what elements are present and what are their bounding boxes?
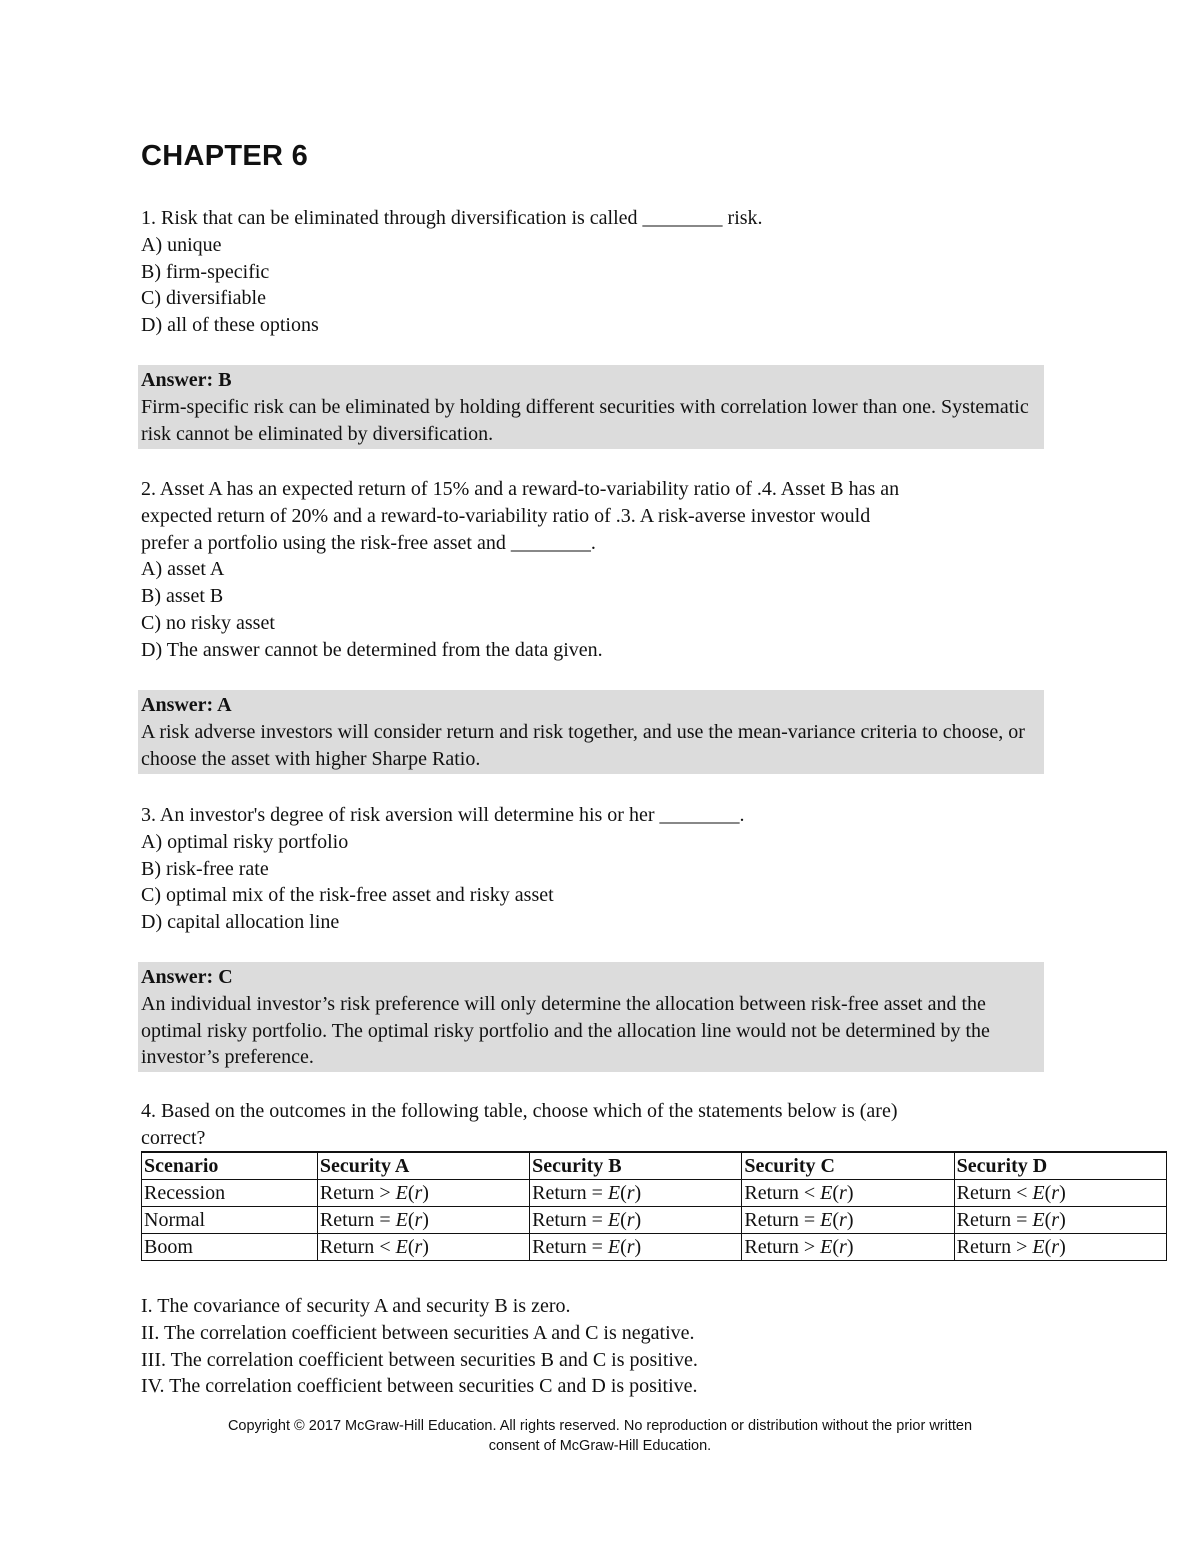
question-2 [141,476,899,664]
relation-operator: = [591,1209,603,1231]
option: D) capital allocation line [141,911,340,934]
return-cell [742,1234,954,1261]
table-body [142,1180,1167,1261]
column-header: Scenario [142,1152,318,1180]
expected-symbol: E [1032,1182,1045,1204]
relation-operator: = [379,1209,391,1231]
return-word: Return [744,1209,799,1231]
return-relation [744,1182,853,1204]
scenario-cell: Normal [142,1207,318,1234]
relation-operator: > [803,1236,816,1258]
return-relation [532,1236,641,1258]
return-word: Return [744,1182,799,1204]
question-stem-line: 2. Asset A has an expected return of 15% and a reward-to-variability ratio of .4. Asset B has an [141,478,900,500]
paren: ) [422,1209,429,1231]
expected-symbol: E [1032,1209,1045,1231]
return-symbol: r [839,1236,847,1258]
return-symbol: r [839,1209,847,1231]
return-relation [532,1209,641,1231]
return-cell [317,1180,529,1207]
statement: III. The correlation coefficient between securities B and C is positive. [141,1348,698,1371]
option: A) asset A [141,558,225,581]
answer-box-1 [138,365,1044,449]
return-cell [317,1207,529,1234]
expected-symbol: E [607,1182,621,1204]
return-symbol: r [626,1182,635,1204]
column-header: Security C [742,1152,954,1180]
return-relation [744,1236,853,1258]
paren: ) [1059,1209,1066,1231]
relation-operator: = [803,1209,816,1231]
paren: ) [1059,1236,1066,1258]
return-relation [744,1209,853,1231]
expected-symbol: E [395,1182,408,1204]
answer-label: Answer: B [141,369,232,391]
question-3 [141,802,744,936]
return-word: Return [319,1236,375,1258]
return-cell [530,1234,742,1261]
chapter-title: CHAPTER 6 [141,140,309,172]
statement: IV. The correlation coefficient between securities C and D is positive. [141,1375,698,1398]
return-cell [530,1180,742,1207]
return-word: Return [744,1236,799,1258]
return-relation [957,1236,1066,1258]
question-stem-line: correct? [141,1126,206,1149]
option: D) all of these options [141,314,319,337]
return-symbol: r [414,1236,423,1258]
paren: ( [832,1209,840,1231]
answer-explanation: An individual investor’s risk preference will only determine the allocation between risk-free asset and the optimal risky portfolio. The optimal risky portfolio and the allocation line would not be determined by the investor’s preference. [141,992,990,1069]
return-word: Return [319,1182,375,1204]
table-row [142,1180,1167,1207]
option: C) no risky asset [141,611,275,634]
expected-symbol: E [607,1209,621,1231]
expected-symbol: E [820,1236,833,1258]
statements-list [141,1293,698,1400]
paren: ) [846,1209,854,1231]
expected-symbol: E [395,1209,408,1231]
table-header-row [142,1152,1167,1180]
scenario-cell: Boom [142,1234,318,1261]
option: A) unique [141,233,222,256]
expected-symbol: E [395,1236,408,1258]
answer-box-3 [138,962,1044,1072]
option: C) diversifiable [141,287,266,310]
copyright-line: consent of McGraw-Hill Education. [488,1438,712,1454]
paren: ( [832,1182,840,1204]
copyright-line: Copyright © 2017 McGraw-Hill Education. All rights reserved. No reproduction or distribution without the prior written [227,1418,973,1434]
column-header: Security B [530,1152,742,1180]
expected-symbol: E [607,1236,621,1258]
paren: ( [620,1236,627,1258]
return-relation [532,1182,641,1204]
expected-symbol: E [820,1209,833,1231]
question-stem-line: prefer a portfolio using the risk-free asset and ________. [141,531,596,554]
paren: ) [846,1182,854,1204]
scenario-cell: Recession [142,1180,318,1207]
column-header: Security D [954,1152,1166,1180]
question-4 [141,1098,897,1152]
relation-operator: < [1016,1182,1028,1204]
statement: II. The correlation coefficient between securities A and C is negative. [141,1321,695,1344]
return-symbol: r [414,1209,423,1231]
return-symbol: r [414,1182,423,1204]
copyright-footer [0,1416,1200,1456]
relation-operator: > [1016,1236,1028,1258]
option: B) firm-specific [141,260,270,283]
relation-operator: = [1016,1209,1028,1231]
return-cell [954,1207,1166,1234]
answer-label: Answer: C [141,966,233,988]
answer-label: Answer: A [141,694,232,716]
option: B) risk-free rate [141,857,269,880]
return-word: Return [956,1182,1012,1204]
relation-operator: < [379,1236,391,1258]
paren: ( [1044,1236,1052,1258]
paren: ) [846,1236,854,1258]
question-1 [141,205,763,339]
paren: ( [1044,1209,1052,1231]
return-cell [317,1234,529,1261]
paren: ) [634,1236,642,1258]
paren: ( [832,1236,840,1258]
relation-operator: = [591,1236,603,1258]
paren: ( [407,1236,415,1258]
paren: ( [1044,1182,1052,1204]
table-row [142,1234,1167,1261]
return-cell [530,1207,742,1234]
return-cell [742,1180,954,1207]
relation-operator: > [379,1182,391,1204]
option: D) The answer cannot be determined from the data given. [141,638,603,661]
paren: ) [422,1236,429,1258]
return-symbol: r [1051,1182,1060,1204]
return-cell [954,1234,1166,1261]
relation-operator: = [591,1182,603,1204]
expected-symbol: E [1032,1236,1045,1258]
question-stem-line: expected return of 20% and a reward-to-variability ratio of .3. A risk-averse investor would [141,504,871,527]
return-symbol: r [1051,1236,1060,1258]
return-symbol: r [839,1182,847,1204]
question-stem: 1. Risk that can be eliminated through diversification is called ________ risk. [141,207,763,229]
return-symbol: r [1051,1209,1060,1231]
outcomes-table [141,1151,1167,1261]
statement: I. The covariance of security A and security B is zero. [141,1295,571,1317]
return-cell [742,1207,954,1234]
return-relation [957,1182,1066,1204]
paren: ( [620,1182,627,1204]
paren: ( [620,1209,627,1231]
paren: ) [1059,1182,1066,1204]
option: C) optimal mix of the risk-free asset and risky asset [141,884,554,907]
return-relation [957,1209,1066,1231]
return-word: Return [532,1236,587,1258]
column-header: Security A [317,1152,529,1180]
option: B) asset B [141,585,224,608]
paren: ) [422,1182,429,1204]
relation-operator: < [803,1182,816,1204]
answer-explanation: A risk adverse investors will consider return and risk together, and use the mean-variance criteria to choose, or choose the asset with higher Sharpe Ratio. [141,720,1025,770]
return-word: Return [532,1182,587,1204]
paren: ) [634,1209,642,1231]
return-symbol: r [626,1209,635,1231]
return-word: Return [532,1209,587,1231]
paren: ( [407,1209,415,1231]
question-stem: 3. An investor's degree of risk aversion will determine his or her ________. [141,804,745,826]
answer-explanation: Firm-specific risk can be eliminated by holding different securities with correlation lower than one. Systematic risk cannot be eliminated by diversification. [141,395,1029,445]
return-symbol: r [626,1236,635,1258]
return-word: Return [956,1236,1012,1258]
return-cell [954,1180,1166,1207]
return-relation [320,1209,429,1231]
paren: ) [634,1182,642,1204]
paren: ( [407,1182,415,1204]
return-relation [320,1236,429,1258]
option: A) optimal risky portfolio [141,830,349,853]
answer-box-2 [138,690,1044,774]
question-stem-line: 4. Based on the outcomes in the following table, choose which of the statements below is (are) [141,1100,898,1122]
table-row [142,1207,1167,1234]
expected-symbol: E [820,1182,833,1204]
return-relation [320,1182,429,1204]
return-word: Return [319,1209,375,1231]
return-word: Return [956,1209,1012,1231]
